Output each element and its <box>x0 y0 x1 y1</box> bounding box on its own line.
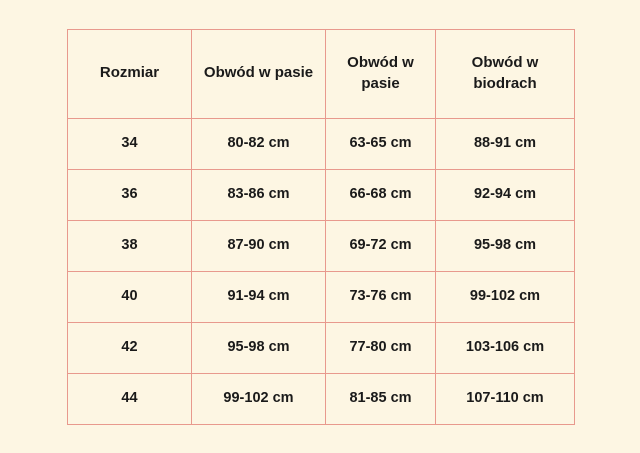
cell-waist-2: 66-68 cm <box>326 169 436 220</box>
column-header-hips: Obwód w biodrach <box>436 29 575 118</box>
table-row <box>68 118 575 169</box>
cell-waist-1: 80-82 cm <box>192 118 326 169</box>
cell-size: 40 <box>68 271 192 322</box>
table-row <box>68 271 575 322</box>
cell-waist-2: 73-76 cm <box>326 271 436 322</box>
cell-hips: 107-110 cm <box>436 373 575 424</box>
column-header-waist-1: Obwód w pasie <box>192 29 326 118</box>
table-body <box>68 118 575 424</box>
cell-waist-1: 95-98 cm <box>192 322 326 373</box>
cell-size: 42 <box>68 322 192 373</box>
size-chart-table <box>67 29 575 425</box>
cell-waist-1: 91-94 cm <box>192 271 326 322</box>
cell-waist-2: 69-72 cm <box>326 220 436 271</box>
table-row <box>68 220 575 271</box>
cell-hips: 99-102 cm <box>436 271 575 322</box>
cell-hips: 88-91 cm <box>436 118 575 169</box>
cell-waist-2: 77-80 cm <box>326 322 436 373</box>
column-header-waist-2: Obwód w pasie <box>326 29 436 118</box>
cell-hips: 95-98 cm <box>436 220 575 271</box>
cell-size: 38 <box>68 220 192 271</box>
cell-size: 34 <box>68 118 192 169</box>
cell-size: 36 <box>68 169 192 220</box>
cell-size: 44 <box>68 373 192 424</box>
column-header-size: Rozmiar <box>68 29 192 118</box>
table-header <box>68 29 575 118</box>
cell-waist-1: 83-86 cm <box>192 169 326 220</box>
table-row <box>68 169 575 220</box>
table-row <box>68 322 575 373</box>
table-row <box>68 373 575 424</box>
cell-waist-1: 99-102 cm <box>192 373 326 424</box>
cell-hips: 103-106 cm <box>436 322 575 373</box>
cell-waist-1: 87-90 cm <box>192 220 326 271</box>
cell-waist-2: 81-85 cm <box>326 373 436 424</box>
table-header-row <box>68 29 575 118</box>
cell-hips: 92-94 cm <box>436 169 575 220</box>
cell-waist-2: 63-65 cm <box>326 118 436 169</box>
